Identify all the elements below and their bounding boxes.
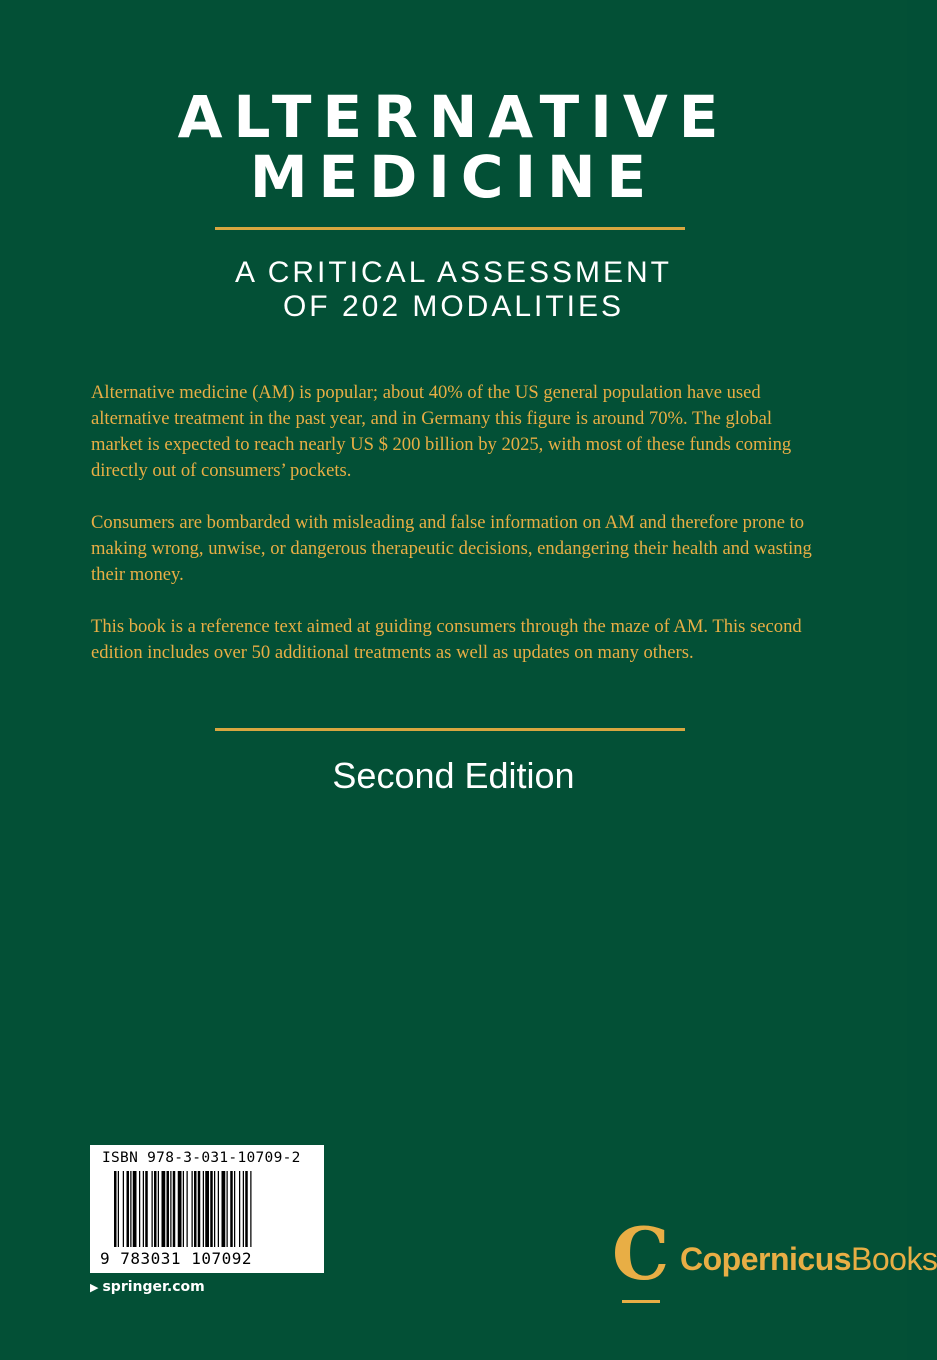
barcode-bar — [198, 1171, 201, 1247]
barcode-bar — [162, 1171, 166, 1247]
barcode-bar — [152, 1171, 153, 1247]
publisher-logo-underline — [622, 1300, 660, 1303]
barcode-digits: 9 783031 107092 — [100, 1249, 252, 1268]
barcode-bar — [227, 1171, 228, 1247]
barcode-bar — [139, 1171, 140, 1247]
arrow-right-icon: ▶ — [90, 1281, 99, 1294]
springer-link[interactable] — [90, 1279, 205, 1295]
barcode-bar — [192, 1171, 193, 1247]
barcode-bar — [205, 1171, 209, 1247]
publisher-name-bold: Copernicus — [680, 1241, 852, 1277]
title-line-1: ALTERNATIVE — [177, 83, 730, 151]
barcode-bar — [173, 1171, 176, 1247]
subtitle-line-2: OF 202 MODALITIES — [282, 290, 625, 323]
bottom-divider — [215, 728, 685, 731]
top-divider — [215, 227, 685, 230]
publisher-name — [680, 1243, 937, 1275]
barcode-bar — [239, 1171, 240, 1247]
barcode-bar — [118, 1171, 119, 1247]
barcode-bar — [130, 1171, 131, 1247]
barcode-bar — [154, 1171, 157, 1247]
barcode-bar — [133, 1171, 137, 1247]
barcode-bar — [222, 1171, 226, 1247]
blurb-paragraph-2: Consumers are bombarded with misleading and false information on AM and therefore prone to making wrong, unwise, or dangerous therapeutic decisions, endangering their health and wasting their money. — [91, 512, 812, 585]
barcode-bar — [243, 1171, 244, 1247]
barcode-bar — [127, 1171, 130, 1247]
barcode-bar — [143, 1171, 144, 1247]
barcode-bar — [245, 1171, 248, 1247]
barcode-bar — [178, 1171, 182, 1247]
springer-link-text: springer.com — [102, 1279, 205, 1295]
blurb-paragraph-1: Alternative medicine (AM) is popular; about 40% of the US general population have used alternative treatment in the past year, and in Germany this figure is around 70%. The global market is expected to reach nearly US $ 200 billion by 2025, with most of these funds coming directly out of consumers’ pockets. — [91, 382, 792, 481]
barcode-bar — [123, 1171, 124, 1247]
barcode-bar — [187, 1171, 188, 1247]
blurb — [91, 380, 817, 692]
barcode-bar — [167, 1171, 170, 1247]
barcode-bar — [230, 1171, 233, 1247]
barcode-bars — [114, 1171, 304, 1247]
barcode-bar — [145, 1171, 148, 1247]
isbn-barcode — [90, 1145, 324, 1273]
barcode-bar — [218, 1171, 219, 1247]
barcode-bar — [214, 1171, 215, 1247]
title-line-2: MEDICINE — [249, 143, 658, 211]
barcode-bar — [194, 1171, 197, 1247]
barcode-bar — [183, 1171, 184, 1247]
barcode-bar — [114, 1171, 117, 1247]
barcode-bar — [234, 1171, 235, 1247]
edition-label: Second Edition — [332, 755, 575, 796]
subtitle-line-1: A CRITICAL ASSESSMENT — [235, 256, 672, 289]
barcode-bar — [250, 1171, 251, 1247]
barcode-bar — [210, 1171, 213, 1247]
barcode-bar — [158, 1171, 159, 1247]
barcode-bar — [203, 1171, 204, 1247]
publisher-logo: C — [612, 1211, 670, 1296]
publisher-name-regular: Books — [851, 1241, 937, 1277]
blurb-paragraph-3: This book is a reference text aimed at guiding consumers through the maze of AM. This second edition includes over 50 additional treatments as well as updates on many others. — [91, 616, 802, 663]
isbn-text: ISBN 978-3-031-10709-2 — [102, 1150, 301, 1166]
barcode-bar — [170, 1171, 171, 1247]
